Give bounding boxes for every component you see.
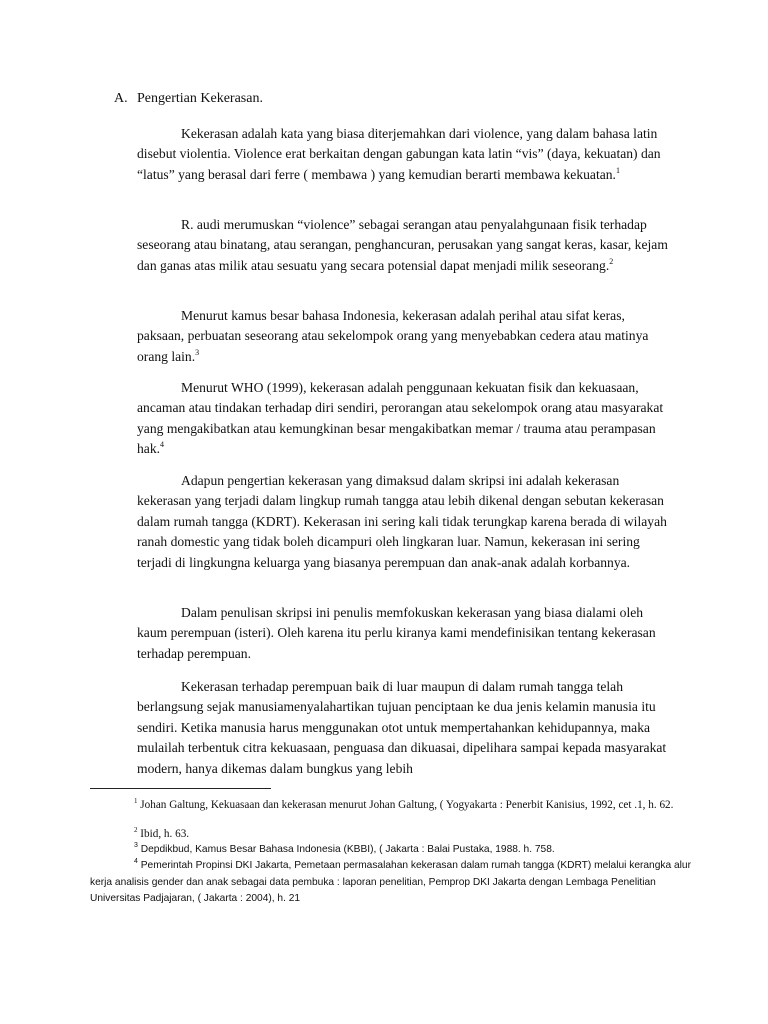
footnote-4: $^4$ Pemerintah Propinsi DKI Jakarta, Pemetaan permasalahan kekerasan dalam rumah tangga (KDRT) melalui kerangka alur kerja analisis gender dan anak sebagai data pembuka : laporan penelitian, Pemprop DKI Jakarta dengan Lembaga Penelitian Universitas Padjajaran, ( Jakarta : 2004), h. 21 [90, 858, 691, 904]
paragraph-kbbi-definition: Menurut kamus besar bahasa Indonesia, kekerasan adalah perihal atau sifat keras, paksaan, perbuatan seseorang atau sekelompok orang yang menyebabkan cedera atau matinya orang lain.$^3$ [137, 308, 649, 364]
section-heading [114, 91, 263, 107]
footnote-3: $^3$ Depdikbud, Kamus Besar Bahasa Indonesia (KBBI), ( Jakarta : Balai Pustaka, 1988. h. 758. [134, 842, 555, 855]
paragraph-history: Kekerasan terhadap perempuan baik di luar maupun di dalam rumah tangga telah berlangsung sejak manusiamenyalahartikan tujuan penciptaan ke dua jenis kelamin manusia itu sendiri. Ketika manusia harus menggunakan otot untuk mempertahankan kehidupannya, maka mulailah terbentuk citra kekuasaan, penguasa dan dikuasai, dipelihara sampai kepada masyarakat modern, hanya dikemas dalam bungkus yang lebih [137, 679, 667, 776]
footnote-ref: 3 [195, 347, 200, 357]
footnote-separator [90, 788, 271, 789]
section-number: A. [114, 91, 128, 106]
footnote-1: $^1$ Johan Galtung, Kekuasaan dan kekerasan menurut Johan Galtung, ( Yogyakarta : Penerbit Kanisius, 1992, cet .1, h. 62. [134, 797, 674, 811]
paragraph-who-definition: Menurut WHO (1999), kekerasan adalah penggunaan kekuatan fisik dan kekuasaan, ancaman atau tindakan terhadap diri sendiri, perorangan atau sekelompok orang atau masyarakat yang mengakibatkan atau kemungkinan besar mengakibatkan memar / trauma atau perampasan hak.$^4$ [137, 380, 664, 457]
footnote-ref: 4 [160, 440, 165, 450]
paragraph-etymology: Kekerasan adalah kata yang biasa diterjemahkan dari violence, yang dalam bahasa latin disebut violentia. Violence erat berkaitan dengan gabungan kata latin “vis” (daya, kekuatan) dan “latus” yang berasal dari ferre ( membawa ) yang kemudian berarti membawa kekuatan.$^1$ [137, 126, 661, 182]
paragraph-focus: Dalam penulisan skripsi ini penulis memfokuskan kekerasan yang biasa dialami oleh kaum perempuan (isteri). Oleh karena itu perlu kiranya kami mendefinisikan tentang kekerasan terhadap perempuan. [137, 605, 656, 661]
footnote-ref: 1 [615, 165, 620, 175]
footnote-ref: 2 [609, 256, 614, 266]
section-title: Pengertian Kekerasan. [137, 91, 263, 106]
paragraph-audi-definition: R. audi merumuskan “violence” sebagai serangan atau penyalahgunaan fisik terhadap seseorang atau binatang, atau serangan, penghancuran, perusakan yang sangat keras, kasar, kejam dan ganas atas milik atau sesuatu yang secara potensial dapat menjadi milik seseorang.$^2$ [137, 217, 668, 273]
paragraph-kdrt: Adapun pengertian kekerasan yang dimaksud dalam skripsi ini adalah kekerasan kekerasan yang terjadi dalam lingkup rumah tangga atau lebih dikenal dengan sebutan kekerasan dalam rumah tangga (KDRT). Kekerasan ini sering kali tidak terungkap karena berada di wilayah ranah domestic yang tidak boleh dicampuri oleh lingkaran luar. Namun, kekerasan ini sering terjadi di lingkungna keluarga yang biasanya perempuan dan anak-anak adalah korbannya. [137, 473, 667, 570]
footnote-2: $^2$ Ibid, h. 63. [134, 826, 190, 840]
